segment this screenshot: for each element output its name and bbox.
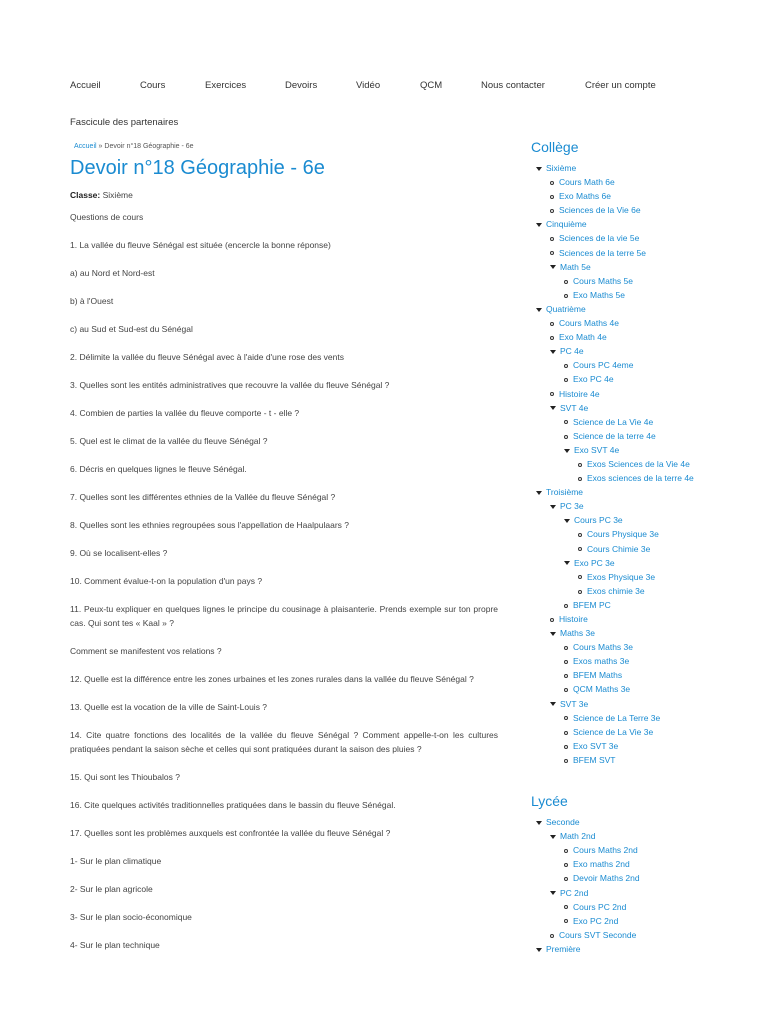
- sidebar-item: [531, 542, 731, 556]
- question-paragraph: 8. Quelles sont les ethnies regroupées sous l'appellation de Haalpulaars ?: [70, 520, 349, 530]
- sidebar-link[interactable]: Devoir Maths 2nd: [573, 873, 640, 884]
- sidebar-link[interactable]: PC 3e: [560, 501, 584, 512]
- breadcrumb-current: Devoir n°18 Géographie - 6e: [104, 143, 194, 150]
- sidebar-link[interactable]: Exos Sciences de la Vie 4e: [587, 458, 690, 469]
- expand-triangle-icon[interactable]: [550, 350, 556, 354]
- sidebar-link[interactable]: Exo Math 4e: [559, 332, 607, 343]
- sidebar-item: [531, 372, 731, 386]
- sidebar-link[interactable]: Sciences de la Vie 6e: [559, 205, 641, 216]
- sidebar: [531, 139, 731, 956]
- expand-triangle-icon[interactable]: [536, 821, 542, 825]
- sidebar-link[interactable]: BFEM Maths: [573, 670, 623, 681]
- question-paragraph: Comment se manifestent vos relations ?: [70, 646, 222, 656]
- expand-triangle-icon[interactable]: [564, 561, 570, 565]
- sidebar-link[interactable]: Maths 3e: [560, 628, 595, 639]
- sidebar-item: [531, 843, 731, 857]
- bullet-circle-icon: [564, 877, 568, 881]
- question-paragraph: Questions de cours: [70, 212, 144, 222]
- bullet-circle-icon: [564, 863, 568, 867]
- question-paragraph: 10. Comment évalue-t-on la population d'un pays ?: [70, 576, 263, 586]
- sidebar-item: [531, 570, 731, 584]
- question-paragraph: 7. Quelles sont les différentes ethnies de la Vallée du fleuve Sénégal ?: [70, 492, 336, 502]
- sidebar-link[interactable]: Sciences de la vie 5e: [559, 233, 640, 244]
- bullet-circle-icon: [564, 759, 568, 763]
- bullet-circle-icon: [578, 533, 582, 537]
- bullet-circle-icon: [564, 849, 568, 853]
- expand-triangle-icon[interactable]: [550, 835, 556, 839]
- sidebar-item: [531, 358, 731, 372]
- sidebar-item: [531, 471, 731, 485]
- sidebar-link[interactable]: Math 2nd: [560, 831, 596, 842]
- sidebar-item: [531, 942, 731, 956]
- lycee-heading: Lycée: [531, 793, 568, 810]
- bullet-circle-icon: [578, 463, 582, 467]
- sidebar-item: [531, 161, 731, 175]
- bullet-circle-icon: [564, 688, 568, 692]
- bullet-circle-icon: [564, 420, 568, 424]
- sidebar-link[interactable]: Exo Maths 5e: [573, 289, 625, 300]
- question-paragraph: 5. Quel est le climat de la vallée du fleuve Sénégal ?: [70, 436, 268, 446]
- question-paragraph: 4. Combien de parties la vallée du fleuve comporte - t - elle ?: [70, 408, 300, 418]
- bullet-circle-icon: [564, 660, 568, 664]
- question-paragraph: 1. La vallée du fleuve Sénégal est située (encercle la bonne réponse): [70, 240, 331, 250]
- nav-accueil[interactable]: Accueil: [70, 80, 101, 91]
- sidebar-link[interactable]: Exos maths 3e: [573, 656, 630, 667]
- sidebar-item: [531, 175, 731, 189]
- sidebar-link[interactable]: BFEM PC: [573, 599, 611, 610]
- sidebar-item: [531, 626, 731, 640]
- sidebar-item: [531, 330, 731, 344]
- question-paragraph: 12. Quelle est la différence entre les zones urbaines et les zones rurales dans la vallée du fleuve Sénégal ?: [70, 674, 474, 684]
- bullet-circle-icon: [550, 209, 554, 213]
- sidebar-link[interactable]: Première: [546, 943, 581, 954]
- bullet-circle-icon: [564, 435, 568, 439]
- bullet-circle-icon: [550, 618, 554, 622]
- sidebar-link[interactable]: Cours PC 2nd: [573, 901, 627, 912]
- sidebar-link[interactable]: Science de La Vie 3e: [573, 726, 654, 737]
- college-heading: Collège: [531, 139, 579, 155]
- sidebar-link[interactable]: Cours PC 3e: [574, 515, 623, 526]
- expand-triangle-icon[interactable]: [564, 519, 570, 523]
- question-paragraph: 16. Cite quelques activités traditionnelles pratiquées dans le bassin du fleuve Sénégal.: [70, 800, 396, 810]
- sidebar-item: [531, 668, 731, 682]
- sidebar-item: [531, 598, 731, 612]
- expand-triangle-icon[interactable]: [536, 223, 542, 227]
- sidebar-link[interactable]: Sixième: [546, 163, 577, 173]
- sidebar-link[interactable]: Cinquième: [546, 219, 587, 230]
- sidebar-link[interactable]: PC 2nd: [560, 887, 589, 898]
- question-paragraph: c) au Sud et Sud-est du Sénégal: [70, 324, 193, 334]
- expand-triangle-icon[interactable]: [550, 265, 556, 269]
- sidebar-item: [531, 288, 731, 302]
- bullet-circle-icon: [550, 322, 554, 326]
- sidebar-link[interactable]: Exo SVT 3e: [573, 740, 619, 751]
- nav-qcm[interactable]: QCM: [420, 80, 443, 91]
- nav-contact[interactable]: Nous contacter: [481, 80, 545, 91]
- sidebar-item: [531, 387, 731, 401]
- sidebar-item: [531, 682, 731, 696]
- sidebar-link[interactable]: Sciences de la terre 5e: [559, 247, 646, 258]
- sidebar-link[interactable]: Seconde: [546, 817, 580, 828]
- expand-triangle-icon[interactable]: [550, 891, 556, 895]
- sidebar-link[interactable]: QCM Maths 3e: [573, 684, 631, 695]
- sidebar-item: [531, 274, 731, 288]
- bullet-circle-icon: [564, 646, 568, 650]
- partners-link[interactable]: Fascicule des partenaires: [70, 117, 179, 128]
- sidebar-link[interactable]: Cours Maths 4e: [559, 318, 619, 329]
- question-paragraph: 2- Sur le plan agricole: [70, 884, 153, 894]
- sidebar-item: [531, 725, 731, 739]
- sidebar-link[interactable]: SVT 4e: [560, 402, 589, 413]
- sidebar-link[interactable]: Cours Maths 3e: [573, 642, 633, 653]
- sidebar-link[interactable]: Cours Physique 3e: [587, 529, 659, 540]
- sidebar-link[interactable]: Cours SVT Seconde: [559, 929, 637, 940]
- breadcrumb-separator: »: [98, 143, 103, 150]
- expand-triangle-icon[interactable]: [564, 449, 570, 453]
- sidebar-item: [531, 900, 731, 914]
- college-menu: [531, 161, 731, 767]
- sidebar-item: [531, 871, 731, 885]
- sidebar-link[interactable]: Exo Maths 6e: [559, 191, 611, 202]
- sidebar-item: [531, 443, 731, 457]
- sidebar-item: [531, 815, 731, 829]
- sidebar-item: [531, 829, 731, 843]
- expand-triangle-icon[interactable]: [536, 167, 542, 171]
- sidebar-link[interactable]: Cours Chimie 3e: [587, 543, 651, 554]
- sidebar-link[interactable]: Cours PC 4eme: [573, 360, 634, 371]
- bullet-circle-icon: [564, 905, 568, 909]
- page-title: Devoir n°18 Géographie - 6e: [70, 157, 325, 179]
- sidebar-item: [531, 513, 731, 527]
- bullet-circle-icon: [550, 934, 554, 938]
- expand-triangle-icon[interactable]: [550, 702, 556, 706]
- sidebar-item: [531, 316, 731, 330]
- bullet-circle-icon: [550, 251, 554, 255]
- bullet-circle-icon: [578, 575, 582, 579]
- sidebar-item: [531, 640, 731, 654]
- sidebar-item: [531, 246, 731, 260]
- question-paragraph: 1- Sur le plan climatique: [70, 856, 162, 866]
- question-paragraph: 2. Délimite la vallée du fleuve Sénégal avec à l'aide d'une rose des vents: [70, 352, 344, 362]
- nav-devoirs[interactable]: Devoirs: [285, 80, 318, 91]
- sidebar-item: [531, 231, 731, 245]
- classe-line: [70, 190, 498, 200]
- bullet-circle-icon: [550, 237, 554, 241]
- sidebar-item: [531, 739, 731, 753]
- sidebar-item: [531, 711, 731, 725]
- question-paragraph: 4- Sur le plan technique: [70, 940, 160, 950]
- sidebar-link[interactable]: Exo maths 2nd: [573, 859, 630, 870]
- bullet-circle-icon: [564, 716, 568, 720]
- expand-triangle-icon[interactable]: [536, 308, 542, 312]
- bullet-circle-icon: [550, 195, 554, 199]
- bullet-circle-icon: [564, 280, 568, 284]
- expand-triangle-icon[interactable]: [550, 632, 556, 636]
- bullet-circle-icon: [564, 745, 568, 749]
- question-paragraph: 15. Qui sont les Thioubalos ?: [70, 772, 180, 782]
- sidebar-item: [531, 527, 731, 541]
- sidebar-item: [531, 485, 731, 499]
- sidebar-link[interactable]: Science de La Vie 4e: [573, 416, 654, 427]
- main-nav: [70, 80, 730, 96]
- question-paragraph: 13. Quelle est la vocation de la ville de Saint-Louis ?: [70, 702, 268, 712]
- question-paragraph: 11. Peux-tu expliquer en quelques lignes le principe du cousinage à plaisanterie. Prends exemple sur ton propre cas. Qui sont tes « Kaal » ?: [70, 604, 498, 628]
- classe-value: Sixième: [102, 190, 133, 200]
- sidebar-item: [531, 556, 731, 570]
- question-paragraph: 17. Quelles sont les problèmes auxquels est confrontée la vallée du fleuve Sénégal ?: [70, 828, 391, 838]
- sidebar-item: [531, 697, 731, 711]
- sidebar-link[interactable]: Troisième: [546, 487, 583, 498]
- bullet-circle-icon: [550, 336, 554, 340]
- nav-exercices[interactable]: Exercices: [205, 80, 247, 91]
- expand-triangle-icon[interactable]: [550, 505, 556, 509]
- sidebar-item: [531, 401, 731, 415]
- lycee-menu: [531, 815, 731, 956]
- nav-cours[interactable]: Cours: [140, 80, 166, 91]
- question-paragraph: 3- Sur le plan socio-économique: [70, 912, 192, 922]
- sidebar-item: [531, 302, 731, 316]
- bullet-circle-icon: [564, 674, 568, 678]
- sidebar-link[interactable]: Exo PC 2nd: [573, 915, 619, 926]
- question-paragraph: 3. Quelles sont les entités administratives que recouvre la vallée du fleuve Sénégal ?: [70, 380, 390, 390]
- classe-label: Classe:: [70, 190, 101, 200]
- sidebar-link[interactable]: Cours Math 6e: [559, 177, 615, 188]
- sidebar-item: [531, 584, 731, 598]
- sidebar-item: [531, 189, 731, 203]
- expand-triangle-icon[interactable]: [536, 948, 542, 952]
- question-paragraph: a) au Nord et Nord-est: [70, 268, 155, 278]
- question-paragraph: 6. Décris en quelques lignes le fleuve Sénégal.: [70, 464, 247, 474]
- bullet-circle-icon: [550, 392, 554, 396]
- question-paragraph: 14. Cite quatre fonctions des localités de la vallée du fleuve Sénégal ? Comment appelle-t-on les cultures pratiquées pendant la saison sèche et celles qui sont pratiquées durant la saison des pluies ?: [70, 730, 498, 754]
- sidebar-item: [531, 654, 731, 668]
- question-list: [70, 210, 498, 952]
- sidebar-item: [531, 914, 731, 928]
- bullet-circle-icon: [564, 364, 568, 368]
- sidebar-item: [531, 612, 731, 626]
- question-paragraph: b) à l'Ouest: [70, 296, 114, 306]
- sidebar-link[interactable]: Histoire 4e: [559, 388, 600, 399]
- sidebar-item: [531, 344, 731, 358]
- sidebar-link[interactable]: Exo SVT 4e: [574, 444, 620, 455]
- sidebar-link[interactable]: Science de La Terre 3e: [573, 712, 661, 723]
- sidebar-item: [531, 217, 731, 231]
- sidebar-item: [531, 203, 731, 217]
- bullet-circle-icon: [564, 731, 568, 735]
- sidebar-link[interactable]: Cours Maths 2nd: [573, 845, 638, 856]
- sidebar-link[interactable]: Exos chimie 3e: [587, 585, 645, 596]
- bullet-circle-icon: [564, 919, 568, 923]
- sidebar-link[interactable]: Cours Maths 5e: [573, 275, 633, 286]
- sidebar-link[interactable]: PC 4e: [560, 346, 584, 357]
- sidebar-link[interactable]: Exo PC 3e: [574, 557, 615, 568]
- bullet-circle-icon: [564, 378, 568, 382]
- sidebar-item: [531, 928, 731, 942]
- sidebar-link[interactable]: Histoire: [559, 614, 588, 624]
- expand-triangle-icon[interactable]: [550, 406, 556, 410]
- sidebar-item: [531, 415, 731, 429]
- expand-triangle-icon[interactable]: [536, 491, 542, 495]
- bullet-circle-icon: [578, 547, 582, 551]
- breadcrumb-home[interactable]: Accueil: [74, 143, 97, 150]
- bullet-circle-icon: [578, 590, 582, 594]
- sidebar-item: [531, 886, 731, 900]
- sidebar-item: [531, 429, 731, 443]
- breadcrumb: [74, 143, 498, 150]
- sidebar-item: [531, 857, 731, 871]
- sidebar-link[interactable]: Exo PC 4e: [573, 374, 614, 385]
- nav-register[interactable]: Créer un compte: [585, 80, 656, 91]
- sidebar-link[interactable]: Exos sciences de la terre 4e: [587, 473, 694, 484]
- sidebar-link[interactable]: Exos Physique 3e: [587, 571, 656, 582]
- sidebar-link[interactable]: SVT 3e: [560, 698, 589, 709]
- main-content: [70, 143, 498, 966]
- sidebar-link[interactable]: Math 5e: [560, 261, 591, 272]
- bullet-circle-icon: [564, 294, 568, 298]
- sidebar-link[interactable]: Science de la terre 4e: [573, 430, 656, 441]
- sidebar-item: [531, 499, 731, 513]
- bullet-circle-icon: [564, 604, 568, 608]
- sidebar-item: [531, 260, 731, 274]
- bullet-circle-icon: [578, 477, 582, 481]
- bullet-circle-icon: [550, 181, 554, 185]
- sidebar-item: [531, 753, 731, 767]
- sidebar-item: [531, 457, 731, 471]
- sidebar-link[interactable]: Quatrième: [546, 303, 586, 314]
- nav-video[interactable]: Vidéo: [356, 80, 381, 91]
- sidebar-link[interactable]: BFEM SVT: [573, 754, 616, 765]
- question-paragraph: 9. Où se localisent-elles ?: [70, 548, 168, 558]
